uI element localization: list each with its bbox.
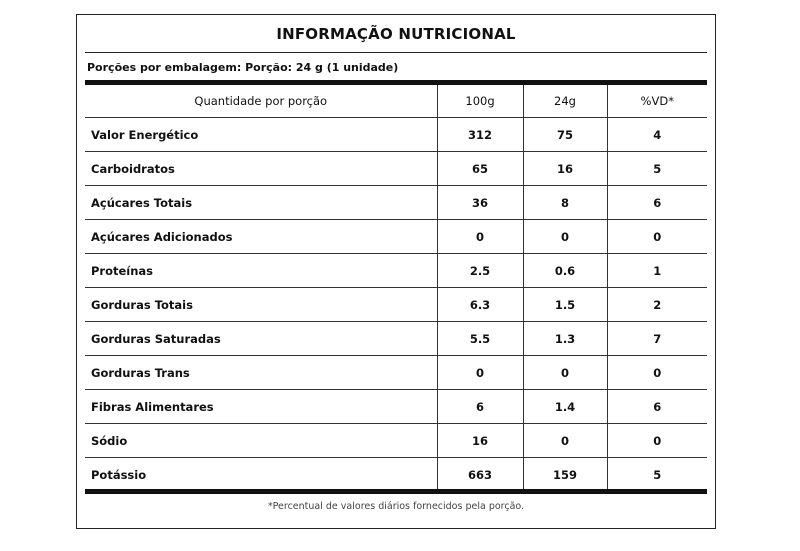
nutrient-name: Proteínas [85, 254, 437, 288]
table-header-row [85, 85, 707, 118]
header-quantity: Quantidade por porção [85, 85, 437, 118]
value-per-100g: 0 [437, 220, 523, 254]
nutrient-name: Gorduras Saturadas [85, 322, 437, 356]
header-per-100g: 100g [437, 85, 523, 118]
nutrient-name: Fibras Alimentares [85, 390, 437, 424]
daily-value: 0 [607, 356, 707, 390]
value-per-24g: 16 [523, 152, 607, 186]
value-per-100g: 65 [437, 152, 523, 186]
table-row [85, 390, 707, 424]
table-row [85, 220, 707, 254]
value-per-100g: 6.3 [437, 288, 523, 322]
value-per-24g: 1.4 [523, 390, 607, 424]
nutrient-name: Valor Energético [85, 118, 437, 152]
table-bottom-rule [85, 489, 707, 494]
page-title: INFORMAÇÃO NUTRICIONAL [276, 25, 516, 43]
daily-value: 1 [607, 254, 707, 288]
value-per-24g: 8 [523, 186, 607, 220]
daily-value: 5 [607, 152, 707, 186]
footnote: *Percentual de valores diários fornecidos pela porção. [267, 501, 525, 512]
value-per-24g: 0 [523, 220, 607, 254]
value-per-100g: 312 [437, 118, 523, 152]
daily-value: 0 [607, 220, 707, 254]
value-per-24g: 1.3 [523, 322, 607, 356]
nutrient-name: Gorduras Trans [85, 356, 437, 390]
value-per-24g: 0 [523, 356, 607, 390]
nutrient-name: Potássio [91, 467, 147, 482]
value-per-24g: 75 [523, 118, 607, 152]
table-row [85, 356, 707, 390]
daily-value: 5 [607, 458, 707, 492]
nutrient-name: Sódio [85, 424, 437, 458]
value-per-100g: 663 [437, 458, 523, 492]
value-per-100g: 5.5 [437, 322, 523, 356]
table-row [85, 118, 707, 152]
nutrient-name: Gorduras Totais [85, 288, 437, 322]
table-row [85, 458, 707, 492]
daily-value: 6 [607, 186, 707, 220]
value-per-100g: 0 [437, 356, 523, 390]
table-row [85, 152, 707, 186]
header-daily-value: %VD* [607, 85, 707, 118]
table-row [85, 186, 707, 220]
title-divider [85, 52, 707, 53]
nutrient-name: Carboidratos [85, 152, 437, 186]
value-per-100g: 36 [437, 186, 523, 220]
nutrition-facts-panel [76, 14, 716, 529]
daily-value: 0 [607, 424, 707, 458]
value-per-100g: 2.5 [437, 254, 523, 288]
value-per-24g: 0 [523, 424, 607, 458]
table-row [85, 424, 707, 458]
nutrition-table [85, 85, 707, 491]
header-per-24g: 24g [523, 85, 607, 118]
table-row [85, 254, 707, 288]
nutrient-name: Açúcares Adicionados [85, 220, 437, 254]
serving-info: Porções por embalagem: Porção: 24 g (1 unidade) [87, 60, 399, 74]
table-row [85, 288, 707, 322]
value-per-24g: 0.6 [523, 254, 607, 288]
daily-value: 7 [607, 322, 707, 356]
daily-value: 4 [607, 118, 707, 152]
value-per-100g: 6 [437, 390, 523, 424]
table-row [85, 322, 707, 356]
nutrient-name: Açúcares Totais [85, 186, 437, 220]
daily-value: 6 [607, 390, 707, 424]
daily-value: 2 [607, 288, 707, 322]
value-per-100g: 16 [437, 424, 523, 458]
value-per-24g: 1.5 [523, 288, 607, 322]
value-per-24g: 159 [523, 458, 607, 492]
